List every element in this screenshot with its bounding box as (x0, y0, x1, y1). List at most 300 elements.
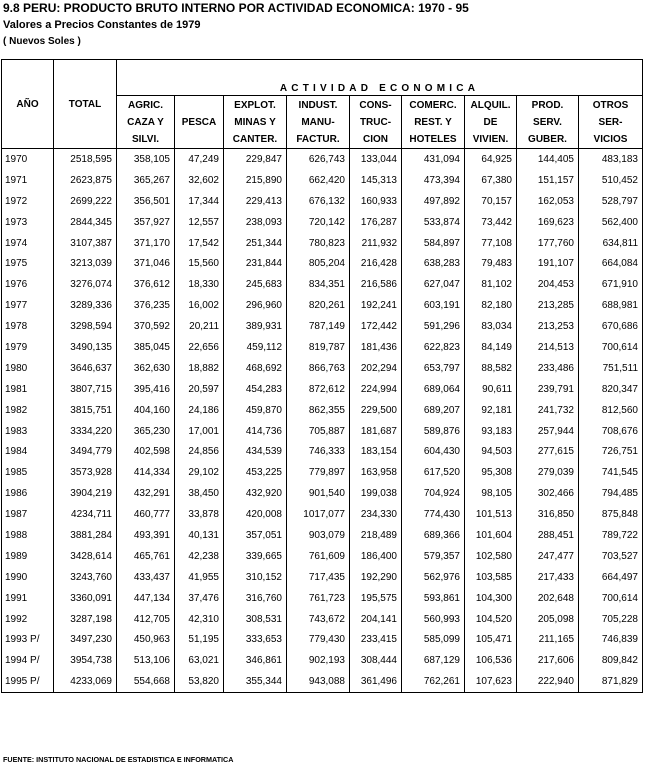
value-cell: 376,235 (117, 295, 175, 316)
value-cell: 172,442 (350, 316, 402, 337)
value-cell: 90,611 (465, 379, 517, 400)
year-cell: 1992 (2, 609, 54, 630)
value-cell: 88,582 (465, 358, 517, 379)
value-cell: 370,592 (117, 316, 175, 337)
value-cell: 819,787 (287, 337, 350, 358)
value-cell: 213,285 (517, 295, 579, 316)
value-cell: 460,777 (117, 504, 175, 525)
value-cell: 862,355 (287, 400, 350, 421)
value-cell: 670,686 (579, 316, 643, 337)
value-cell: 779,430 (287, 629, 350, 650)
year-cell: 1975 (2, 253, 54, 274)
table-row (2, 170, 643, 191)
value-cell: 3573,928 (54, 462, 117, 483)
value-cell: 222,940 (517, 671, 579, 692)
value-cell: 454,283 (224, 379, 287, 400)
table-row (2, 462, 643, 483)
value-cell: 420,008 (224, 504, 287, 525)
table-row (2, 650, 643, 671)
value-cell: 794,485 (579, 483, 643, 504)
value-cell: 717,435 (287, 567, 350, 588)
value-cell: 316,850 (517, 504, 579, 525)
value-cell: 708,676 (579, 421, 643, 442)
value-cell: 560,993 (402, 609, 465, 630)
value-cell: 106,536 (465, 650, 517, 671)
value-cell: 450,963 (117, 629, 175, 650)
value-cell: 510,452 (579, 170, 643, 191)
value-cell: 3276,074 (54, 274, 117, 295)
value-cell: 104,300 (465, 588, 517, 609)
value-cell: 385,045 (117, 337, 175, 358)
value-cell: 404,160 (117, 400, 175, 421)
value-cell: 355,344 (224, 671, 287, 692)
table-row (2, 609, 643, 630)
value-cell: 604,430 (402, 441, 465, 462)
value-cell: 459,112 (224, 337, 287, 358)
value-cell: 296,960 (224, 295, 287, 316)
year-cell: 1976 (2, 274, 54, 295)
table-row (2, 274, 643, 295)
value-cell: 664,497 (579, 567, 643, 588)
value-cell: 229,847 (224, 149, 287, 170)
value-cell: 362,630 (117, 358, 175, 379)
table-row (2, 567, 643, 588)
value-cell: 872,612 (287, 379, 350, 400)
header-line: OTROS (592, 99, 629, 111)
value-cell: 94,503 (465, 441, 517, 462)
value-cell: 371,046 (117, 253, 175, 274)
value-cell: 169,623 (517, 212, 579, 233)
value-cell: 279,039 (517, 462, 579, 483)
value-cell: 64,925 (465, 149, 517, 170)
value-cell: 145,313 (350, 170, 402, 191)
value-cell: 104,520 (465, 609, 517, 630)
header-year: AÑO (2, 60, 54, 149)
value-cell: 412,705 (117, 609, 175, 630)
header-activity-8 (579, 96, 643, 149)
header-activity-0 (117, 96, 175, 149)
value-cell: 191,107 (517, 253, 579, 274)
value-cell: 447,134 (117, 588, 175, 609)
value-cell: 603,191 (402, 295, 465, 316)
value-cell: 371,170 (117, 233, 175, 254)
value-cell: 779,897 (287, 462, 350, 483)
value-cell: 245,683 (224, 274, 287, 295)
table-row (2, 421, 643, 442)
table-row (2, 191, 643, 212)
header-activity-7 (517, 96, 579, 149)
value-cell: 585,099 (402, 629, 465, 650)
value-cell: 133,044 (350, 149, 402, 170)
value-cell: 617,520 (402, 462, 465, 483)
value-cell: 589,876 (402, 421, 465, 442)
value-cell: 202,294 (350, 358, 402, 379)
value-cell: 144,405 (517, 149, 579, 170)
value-cell: 774,430 (402, 504, 465, 525)
value-cell: 453,225 (224, 462, 287, 483)
year-cell: 1981 (2, 379, 54, 400)
value-cell: 414,334 (117, 462, 175, 483)
value-cell: 943,088 (287, 671, 350, 692)
value-cell: 3360,091 (54, 588, 117, 609)
value-cell: 761,609 (287, 546, 350, 567)
value-cell: 866,763 (287, 358, 350, 379)
value-cell: 308,444 (350, 650, 402, 671)
value-cell: 746,839 (579, 629, 643, 650)
header-line: DE (483, 116, 498, 128)
value-cell: 579,357 (402, 546, 465, 567)
value-cell: 81,102 (465, 274, 517, 295)
value-cell: 202,648 (517, 588, 579, 609)
value-cell: 238,093 (224, 212, 287, 233)
value-cell: 211,165 (517, 629, 579, 650)
value-cell: 554,668 (117, 671, 175, 692)
value-cell: 15,560 (175, 253, 224, 274)
value-cell: 18,330 (175, 274, 224, 295)
value-cell: 51,195 (175, 629, 224, 650)
value-cell: 20,597 (175, 379, 224, 400)
year-cell: 1985 (2, 462, 54, 483)
value-cell: 812,560 (579, 400, 643, 421)
value-cell: 653,797 (402, 358, 465, 379)
table-row (2, 295, 643, 316)
value-cell: 42,310 (175, 609, 224, 630)
header-line: ALQUIL. (470, 99, 511, 111)
value-cell: 497,892 (402, 191, 465, 212)
table-row (2, 671, 643, 692)
value-cell: 257,944 (517, 421, 579, 442)
header-activity-4 (350, 96, 402, 149)
table-row (2, 337, 643, 358)
value-cell: 92,181 (465, 400, 517, 421)
value-cell: 688,981 (579, 295, 643, 316)
year-cell: 1994 P/ (2, 650, 54, 671)
value-cell: 414,736 (224, 421, 287, 442)
header-line: FACTUR. (296, 133, 340, 145)
header-line: SER- (598, 116, 623, 128)
value-cell: 107,623 (465, 671, 517, 692)
header-line: CAZA Y (127, 116, 164, 128)
value-cell: 213,253 (517, 316, 579, 337)
page-title: 9.8 PERU: PRODUCTO BRUTO INTERNO POR ACTIVIDAD ECONOMICA: 1970 - 95 (3, 1, 469, 15)
value-cell: 186,400 (350, 546, 402, 567)
header-line: GUBER. (528, 133, 567, 145)
value-cell: 63,021 (175, 650, 224, 671)
value-cell: 513,106 (117, 650, 175, 671)
year-cell: 1986 (2, 483, 54, 504)
value-cell: 705,887 (287, 421, 350, 442)
value-cell: 218,489 (350, 525, 402, 546)
value-cell: 247,477 (517, 546, 579, 567)
value-cell: 24,186 (175, 400, 224, 421)
value-cell: 789,722 (579, 525, 643, 546)
value-cell: 40,131 (175, 525, 224, 546)
value-cell: 22,656 (175, 337, 224, 358)
value-cell: 562,400 (579, 212, 643, 233)
year-cell: 1973 (2, 212, 54, 233)
value-cell: 357,051 (224, 525, 287, 546)
header-line: REST. Y (414, 116, 452, 128)
value-cell: 16,002 (175, 295, 224, 316)
year-cell: 1972 (2, 191, 54, 212)
value-cell: 183,154 (350, 441, 402, 462)
value-cell: 1017,077 (287, 504, 350, 525)
year-cell: 1983 (2, 421, 54, 442)
value-cell: 3107,387 (54, 233, 117, 254)
value-cell: 32,602 (175, 170, 224, 191)
value-cell: 2518,595 (54, 149, 117, 170)
table-row (2, 233, 643, 254)
value-cell: 12,557 (175, 212, 224, 233)
value-cell: 160,933 (350, 191, 402, 212)
value-cell: 593,861 (402, 588, 465, 609)
header-activity-2 (224, 96, 287, 149)
value-cell: 73,442 (465, 212, 517, 233)
value-cell: 231,844 (224, 253, 287, 274)
year-cell: 1974 (2, 233, 54, 254)
value-cell: 761,723 (287, 588, 350, 609)
value-cell: 805,204 (287, 253, 350, 274)
value-cell: 687,129 (402, 650, 465, 671)
table-row (2, 253, 643, 274)
value-cell: 53,820 (175, 671, 224, 692)
year-cell: 1977 (2, 295, 54, 316)
value-cell: 626,743 (287, 149, 350, 170)
value-cell: 3289,336 (54, 295, 117, 316)
value-cell: 726,751 (579, 441, 643, 462)
value-cell: 3494,779 (54, 441, 117, 462)
value-cell: 18,882 (175, 358, 224, 379)
value-cell: 787,149 (287, 316, 350, 337)
table-row (2, 379, 643, 400)
value-cell: 634,811 (579, 233, 643, 254)
header-activity-group: ACTIVIDAD ECONOMICA (117, 60, 643, 96)
year-cell: 1993 P/ (2, 629, 54, 650)
value-cell: 177,760 (517, 233, 579, 254)
value-cell: 216,586 (350, 274, 402, 295)
value-cell: 277,615 (517, 441, 579, 462)
value-cell: 361,496 (350, 671, 402, 692)
value-cell: 676,132 (287, 191, 350, 212)
year-cell: 1995 P/ (2, 671, 54, 692)
value-cell: 434,539 (224, 441, 287, 462)
value-cell: 465,761 (117, 546, 175, 567)
header-activity-5 (402, 96, 465, 149)
value-cell: 746,333 (287, 441, 350, 462)
value-cell: 622,823 (402, 337, 465, 358)
value-cell: 3213,039 (54, 253, 117, 274)
value-cell: 483,183 (579, 149, 643, 170)
value-cell: 101,513 (465, 504, 517, 525)
value-cell: 233,486 (517, 358, 579, 379)
value-cell: 820,347 (579, 379, 643, 400)
value-cell: 591,296 (402, 316, 465, 337)
year-cell: 1989 (2, 546, 54, 567)
value-cell: 42,238 (175, 546, 224, 567)
value-cell: 3881,284 (54, 525, 117, 546)
value-cell: 33,878 (175, 504, 224, 525)
header-line: TRUC- (359, 116, 392, 128)
value-cell: 234,330 (350, 504, 402, 525)
header-activity-6 (465, 96, 517, 149)
value-cell: 395,416 (117, 379, 175, 400)
table-row (2, 316, 643, 337)
year-cell: 1982 (2, 400, 54, 421)
table-row (2, 546, 643, 567)
value-cell: 3646,637 (54, 358, 117, 379)
header-line: CANTER. (232, 133, 278, 145)
value-cell: 780,823 (287, 233, 350, 254)
value-cell: 700,614 (579, 588, 643, 609)
value-cell: 562,976 (402, 567, 465, 588)
value-cell: 627,047 (402, 274, 465, 295)
value-cell: 638,283 (402, 253, 465, 274)
value-cell: 2844,345 (54, 212, 117, 233)
value-cell: 211,932 (350, 233, 402, 254)
value-cell: 102,580 (465, 546, 517, 567)
value-cell: 302,466 (517, 483, 579, 504)
value-cell: 584,897 (402, 233, 465, 254)
value-cell: 662,420 (287, 170, 350, 191)
value-cell: 431,094 (402, 149, 465, 170)
value-cell: 433,437 (117, 567, 175, 588)
value-cell: 3807,715 (54, 379, 117, 400)
header-line: MANU- (301, 116, 335, 128)
value-cell: 308,531 (224, 609, 287, 630)
value-cell: 3334,220 (54, 421, 117, 442)
value-cell: 181,436 (350, 337, 402, 358)
value-cell: 671,910 (579, 274, 643, 295)
value-cell: 47,249 (175, 149, 224, 170)
header-line: CION (363, 133, 388, 145)
table-row (2, 629, 643, 650)
value-cell: 151,157 (517, 170, 579, 191)
header-total: TOTAL (54, 60, 117, 149)
header-line: PROD. (531, 99, 564, 111)
table-row (2, 483, 643, 504)
value-cell: 809,842 (579, 650, 643, 671)
value-cell: 98,105 (465, 483, 517, 504)
value-cell: 163,958 (350, 462, 402, 483)
table-row (2, 149, 643, 170)
value-cell: 67,380 (465, 170, 517, 191)
value-cell: 310,152 (224, 567, 287, 588)
value-cell: 176,287 (350, 212, 402, 233)
table-row (2, 525, 643, 546)
value-cell: 204,453 (517, 274, 579, 295)
value-cell: 3243,760 (54, 567, 117, 588)
value-cell: 376,612 (117, 274, 175, 295)
value-cell: 3815,751 (54, 400, 117, 421)
value-cell: 41,955 (175, 567, 224, 588)
value-cell: 4233,069 (54, 671, 117, 692)
value-cell: 902,193 (287, 650, 350, 671)
value-cell: 3904,219 (54, 483, 117, 504)
value-cell: 192,241 (350, 295, 402, 316)
value-cell: 217,606 (517, 650, 579, 671)
header-line: SERV. (533, 116, 562, 128)
value-cell: 4234,711 (54, 504, 117, 525)
value-cell: 820,261 (287, 295, 350, 316)
year-cell: 1978 (2, 316, 54, 337)
value-cell: 689,207 (402, 400, 465, 421)
value-cell: 24,856 (175, 441, 224, 462)
value-cell: 402,598 (117, 441, 175, 462)
value-cell: 79,483 (465, 253, 517, 274)
value-cell: 29,102 (175, 462, 224, 483)
value-cell: 533,874 (402, 212, 465, 233)
value-cell: 703,527 (579, 546, 643, 567)
value-cell: 3428,614 (54, 546, 117, 567)
value-cell: 3298,594 (54, 316, 117, 337)
value-cell: 741,545 (579, 462, 643, 483)
value-cell: 3490,135 (54, 337, 117, 358)
value-cell: 664,084 (579, 253, 643, 274)
value-cell: 871,829 (579, 671, 643, 692)
value-cell: 333,653 (224, 629, 287, 650)
table-row (2, 504, 643, 525)
value-cell: 229,500 (350, 400, 402, 421)
header-line: VICIOS (593, 133, 628, 145)
value-cell: 216,428 (350, 253, 402, 274)
year-cell: 1970 (2, 149, 54, 170)
year-cell: 1984 (2, 441, 54, 462)
value-cell: 875,848 (579, 504, 643, 525)
value-cell: 77,108 (465, 233, 517, 254)
header-line: MINAS Y (234, 116, 276, 128)
value-cell: 199,038 (350, 483, 402, 504)
value-cell: 3954,738 (54, 650, 117, 671)
value-cell: 70,157 (465, 191, 517, 212)
value-cell: 389,931 (224, 316, 287, 337)
value-cell: 357,927 (117, 212, 175, 233)
value-cell: 101,604 (465, 525, 517, 546)
value-cell: 214,513 (517, 337, 579, 358)
value-cell: 162,053 (517, 191, 579, 212)
header-line: HOTELES (409, 133, 457, 145)
value-cell: 2699,222 (54, 191, 117, 212)
value-cell: 762,261 (402, 671, 465, 692)
value-cell: 528,797 (579, 191, 643, 212)
value-cell: 834,351 (287, 274, 350, 295)
value-cell: 339,665 (224, 546, 287, 567)
value-cell: 3287,198 (54, 609, 117, 630)
value-cell: 468,692 (224, 358, 287, 379)
value-cell: 217,433 (517, 567, 579, 588)
year-cell: 1980 (2, 358, 54, 379)
value-cell: 743,672 (287, 609, 350, 630)
unit-label: ( Nuevos Soles ) (3, 36, 81, 47)
value-cell: 432,291 (117, 483, 175, 504)
value-cell: 192,290 (350, 567, 402, 588)
value-cell: 229,413 (224, 191, 287, 212)
header-line: EXPLOT. (234, 99, 276, 111)
value-cell: 215,890 (224, 170, 287, 191)
value-cell: 17,542 (175, 233, 224, 254)
value-cell: 346,861 (224, 650, 287, 671)
value-cell: 705,228 (579, 609, 643, 630)
value-cell: 356,501 (117, 191, 175, 212)
value-cell: 105,471 (465, 629, 517, 650)
value-cell: 459,870 (224, 400, 287, 421)
value-cell: 20,211 (175, 316, 224, 337)
header-line: CONS- (359, 99, 392, 111)
value-cell: 720,142 (287, 212, 350, 233)
value-cell: 82,180 (465, 295, 517, 316)
value-cell: 83,034 (465, 316, 517, 337)
value-cell: 233,415 (350, 629, 402, 650)
year-cell: 1990 (2, 567, 54, 588)
